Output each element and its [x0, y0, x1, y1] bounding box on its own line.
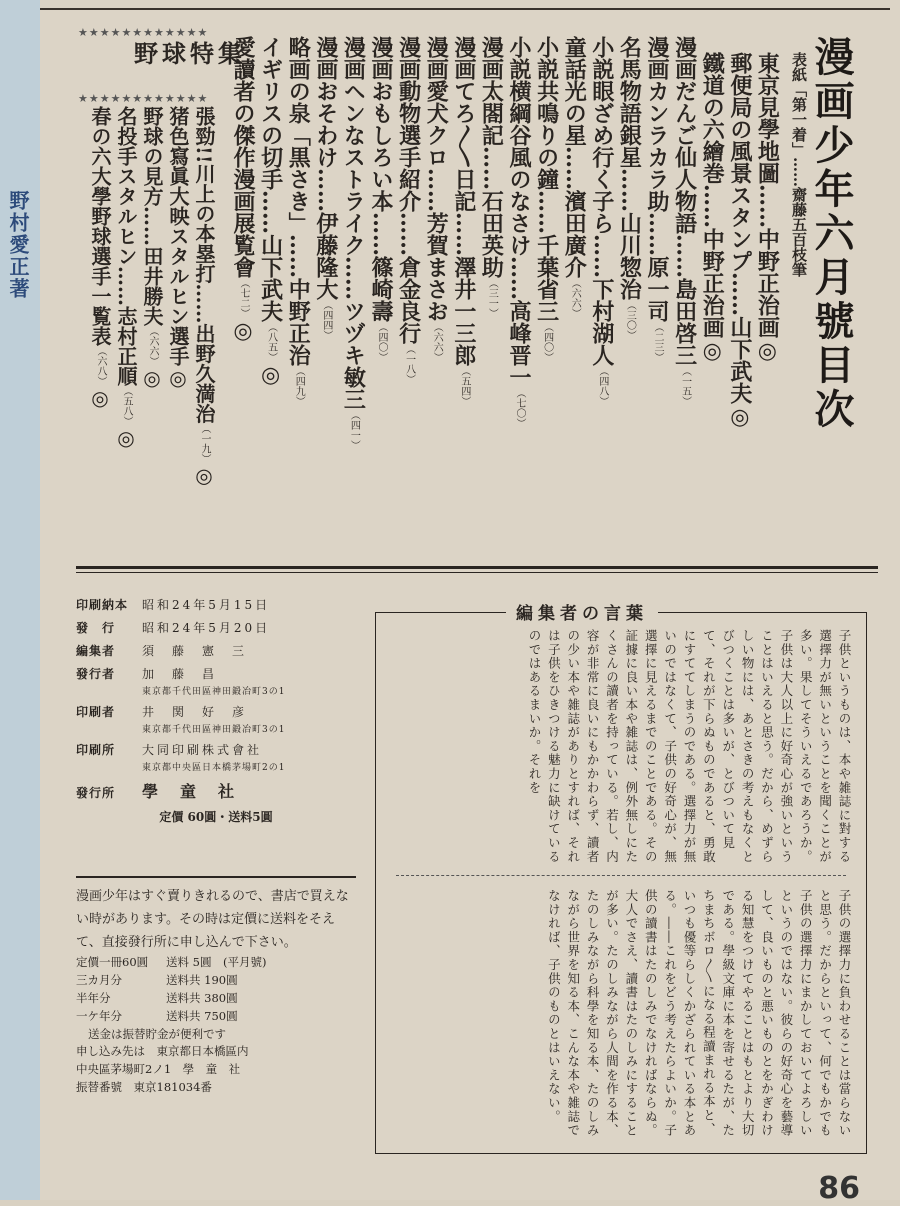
toc-page-number: （三一） — [486, 278, 498, 318]
toc-entry-text: 漫画おもしろい本……篠崎壽 — [368, 36, 394, 322]
toc-entry-text: 漫画動物選手紹介……倉金良行 — [395, 36, 422, 344]
toc-page-number: （八五） — [265, 322, 277, 362]
toc-entry-text: 略画の泉「黒さき」……中野正治 — [285, 36, 312, 366]
price-amount: 送料共 380圓 — [166, 990, 238, 1005]
toc-entry — [588, 36, 615, 406]
colophon-value: 加 藤 昌 — [142, 667, 218, 681]
section-rule — [76, 566, 878, 569]
editors-note-upper: 子供というものは、本や雑誌に對する選擇力が無いということを聞くことが多い。果してそういえるであろうか。子供は大人以上に好奇心が強いということはいえると思う。だから、めずらしい物には、あとさきの考えもなくとびつくことは多いが、とびついて見て、それが下らぬものであると、勇敢にすててしまうのである。選擇力が無いのではなくて、子供の好奇心が、無選擇に見えるまでのことである。その証據に良い本や雑誌は、例外無しにたくさんの讀者を持っている。若し、内容が非常に良いにもかかわらず、讀者の少い本や雑誌がありとすれば、それは子供をひきつける魅力に缺けているのではあるまいか。それを — [527, 629, 852, 864]
toc-entry — [450, 36, 477, 406]
toc-page-number: （四四） — [320, 300, 332, 340]
toc-page-number: （四〇） — [541, 322, 553, 362]
special-entry — [116, 106, 136, 450]
toc-entry-text: ◎鐵道の六繪巻……中野正治画 — [699, 52, 726, 364]
special-entry — [168, 106, 188, 390]
toc-title: 漫画少年六月號目次 — [808, 36, 855, 432]
special-entry-text: ◎野球の見方……田井勝夫 — [140, 106, 164, 390]
special-title: 野球特集 — [134, 39, 246, 68]
toc-page-number: （六六） — [569, 278, 581, 318]
remit-note: 送金は振替貯金が便利です — [88, 1026, 226, 1041]
toc-entry-text: ◎イギリスの切手……山下武夫 — [257, 36, 284, 388]
apply-address-2: 中央區茅場町2ノ1 學 童 社 — [76, 1062, 241, 1077]
colophon-value: 井 関 好 彦 — [142, 705, 248, 719]
price-term: 三カ月分 — [76, 973, 122, 988]
subscription-notice — [76, 886, 356, 1097]
toc-page-number: （二三） — [652, 322, 663, 362]
toc-entry-text: 漫画太閤記……石田英助 — [478, 36, 505, 278]
star-border-bottom: ★★★★★★★★★★★★ — [78, 92, 209, 105]
toc-entry — [423, 36, 450, 362]
colophon-address: 東京都千代田區神田鍛冶町3の1 — [142, 687, 286, 697]
colophon-label: 發 行 — [76, 621, 116, 635]
star-border-top: ★★★★★★★★★★★★ — [78, 26, 209, 39]
special-entry-text: ◎春の六大學野球選手一覧表 — [88, 106, 112, 410]
colophon-value: 昭和24年5月20日 — [142, 621, 271, 635]
toc-entry — [395, 36, 422, 384]
toc-entry — [478, 36, 505, 318]
toc-page-number: （五四） — [458, 366, 470, 406]
toc-entry-text: 表紙「第一着」……齋藤五百枝筆 — [790, 52, 808, 277]
toc-entry-text: 漫画おそわけ……伊藤隆大 — [312, 36, 339, 300]
toc-entry-text: 小説横綱谷風のなさけ……高峰晋一 — [506, 36, 532, 388]
page-number: 86 — [818, 1171, 860, 1206]
toc-entry — [699, 52, 726, 364]
special-page-number: （五八） — [121, 386, 132, 426]
toc-page-number: （四八） — [596, 366, 608, 406]
toc-page-number: （七〇） — [514, 388, 525, 428]
price-term: 半年分 — [76, 990, 111, 1005]
toc-page-number: （三〇） — [624, 300, 636, 340]
price-row — [76, 1008, 356, 1026]
toc-entry — [312, 36, 339, 340]
section-rule-thin — [76, 572, 878, 573]
adjacent-page-strip — [0, 0, 42, 1200]
price-row — [76, 954, 356, 972]
editors-note-box — [375, 604, 867, 1154]
colophon-label: 印刷者 — [76, 705, 116, 719]
colophon-value: 學 童 社 — [142, 782, 238, 801]
special-entry-text: ◎名投手スタルヒン……志村正順 — [114, 106, 138, 450]
colophon-value: 須 藤 憲 三 — [142, 644, 248, 658]
special-entry-text: ◎張勁!!川上の本塁打……出野久満治 — [192, 106, 216, 488]
toc-page-number: （一八） — [403, 344, 415, 384]
price-line: 定價 60圓・送料5圓 — [159, 810, 273, 824]
toc-entry — [646, 36, 668, 362]
toc-entry — [285, 36, 312, 406]
price-row — [76, 990, 356, 1008]
toc-entry-text: 漫画ヘンなストライク……ツヅキ敏三 — [340, 36, 367, 410]
toc-entry-text: 名馬物語銀星……山川惣治 — [616, 36, 643, 300]
toc-entry-text: ◎郵便局の風景スタンプ……山下武夫 — [726, 52, 753, 430]
toc-entry — [232, 36, 254, 344]
colophon-label: 印刷納本 — [76, 598, 129, 612]
toc-entry — [671, 36, 698, 406]
toc-entry — [791, 52, 806, 277]
toc-entry — [508, 36, 530, 428]
toc-entry-text: 漫画愛犬クロ……芳賀まさお — [423, 36, 450, 322]
toc-entry-text: 漫画てろ〳〵日記……澤井一三郎 — [450, 36, 477, 366]
toc-page-number: （四一） — [348, 410, 360, 450]
special-page-number: （一九） — [199, 423, 210, 464]
special-page-number: （六六） — [147, 326, 158, 366]
toc-entry — [726, 52, 753, 430]
table-of-contents — [78, 16, 868, 556]
price-row — [76, 972, 356, 990]
colophon — [76, 596, 356, 825]
colophon-label: 發行所 — [76, 786, 116, 800]
colophon-label: 印刷所 — [76, 743, 116, 757]
colophon-address: 東京都中央區日本橋茅場町2の1 — [142, 763, 286, 773]
colophon-value: 昭和24年5月15日 — [142, 598, 271, 612]
special-entry — [90, 106, 110, 410]
toc-entry-text: ◎東京見學地圖……中野正治画 — [754, 52, 781, 364]
price-term: 一ケ年分 — [76, 1008, 122, 1023]
toc-entry-text: 漫画だんご仙人物語……島田啓三 — [671, 36, 698, 366]
toc-entry — [616, 36, 643, 340]
toc-entry — [257, 36, 284, 388]
special-page-number: （六八） — [95, 346, 106, 386]
special-entry — [194, 106, 214, 488]
colophon-label: 編集者 — [76, 644, 116, 658]
toc-entry — [754, 52, 781, 364]
special-entry — [142, 106, 162, 390]
toc-entry-text: 小説眼ざめ行く子ら……下村湖人 — [588, 36, 615, 366]
adjacent-page-label: 野村愛正著 — [6, 190, 30, 300]
price-amount: 送料共 750圓 — [166, 1008, 238, 1023]
toc-page-number: （七二） — [238, 278, 249, 318]
colophon-rule — [76, 876, 356, 878]
account-number: 振替番號 東京181034番 — [76, 1079, 212, 1094]
toc-entry — [533, 36, 560, 362]
toc-entry-text: 童話光の星……濱田廣介 — [561, 36, 588, 278]
editors-note-lower: 子供の選擇力に負わせることは當らないと思う。だからといって、何でもかでも子供の選擇力にまかしておいてよろしいというのではない。彼らの好奇心を藝導して、良いものと悪いものとをかぎわける知慧をつけてやることはもとより大切である。學級文庫に本を寄せるたが、たちまちボロ〳〵になる程讀まれる本と、いつも優等らしくかざられている本とある。――これをどう考えたらよいか。子供の讀書はたのしみでなければならぬ。大人でさえ、讀書はたのしみにすることが多い。たのしみながら人間を作る本、たのしみながら科學を知る本、たのしみながら世界を知る本、こんな本や雑誌でなければ、子供のものとはいえない。 — [546, 889, 852, 1138]
toc-entry — [340, 36, 367, 450]
editors-note-title: 編集者の言葉 — [506, 599, 658, 624]
toc-entry-text: ◎愛讀者の傑作漫画展覧會 — [230, 36, 256, 344]
price-term: 定價一冊60圓 — [76, 955, 149, 970]
colophon-value: 大同印刷株式會社 — [142, 743, 263, 757]
top-rule — [40, 8, 890, 10]
toc-entry-text: 小説共鳴りの鐘……千葉省三 — [533, 36, 560, 322]
colophon-address: 東京都千代田區神田鍛冶町3の1 — [142, 725, 286, 735]
special-entry-text: ◎猪色寫眞大映スタルヒン選手 — [166, 106, 190, 390]
toc-page-number: （四九） — [293, 366, 305, 406]
toc-page-number: （六六） — [431, 322, 443, 362]
toc-page-number: （四〇） — [376, 322, 387, 362]
apply-address: 申し込み先は 東京都日本橋區内 — [76, 1044, 249, 1059]
toc-entry-text: 漫画カンラカラ助……原一司 — [644, 36, 670, 322]
toc-page-number: （一五） — [679, 366, 691, 406]
toc-entry — [561, 36, 588, 318]
price-amount: 送料 5圓 (平月號) — [166, 955, 267, 970]
colophon-label: 發行者 — [76, 667, 116, 681]
notice-text: 漫画少年はすぐ賣りきれるので、書店で買えない時があります。その時は定價に送料をそえて、直接發行所に申し込んで下さい。 — [76, 889, 349, 950]
price-amount: 送料共 190圓 — [166, 973, 238, 988]
editors-note-divider — [396, 875, 846, 876]
toc-entry — [370, 36, 392, 362]
